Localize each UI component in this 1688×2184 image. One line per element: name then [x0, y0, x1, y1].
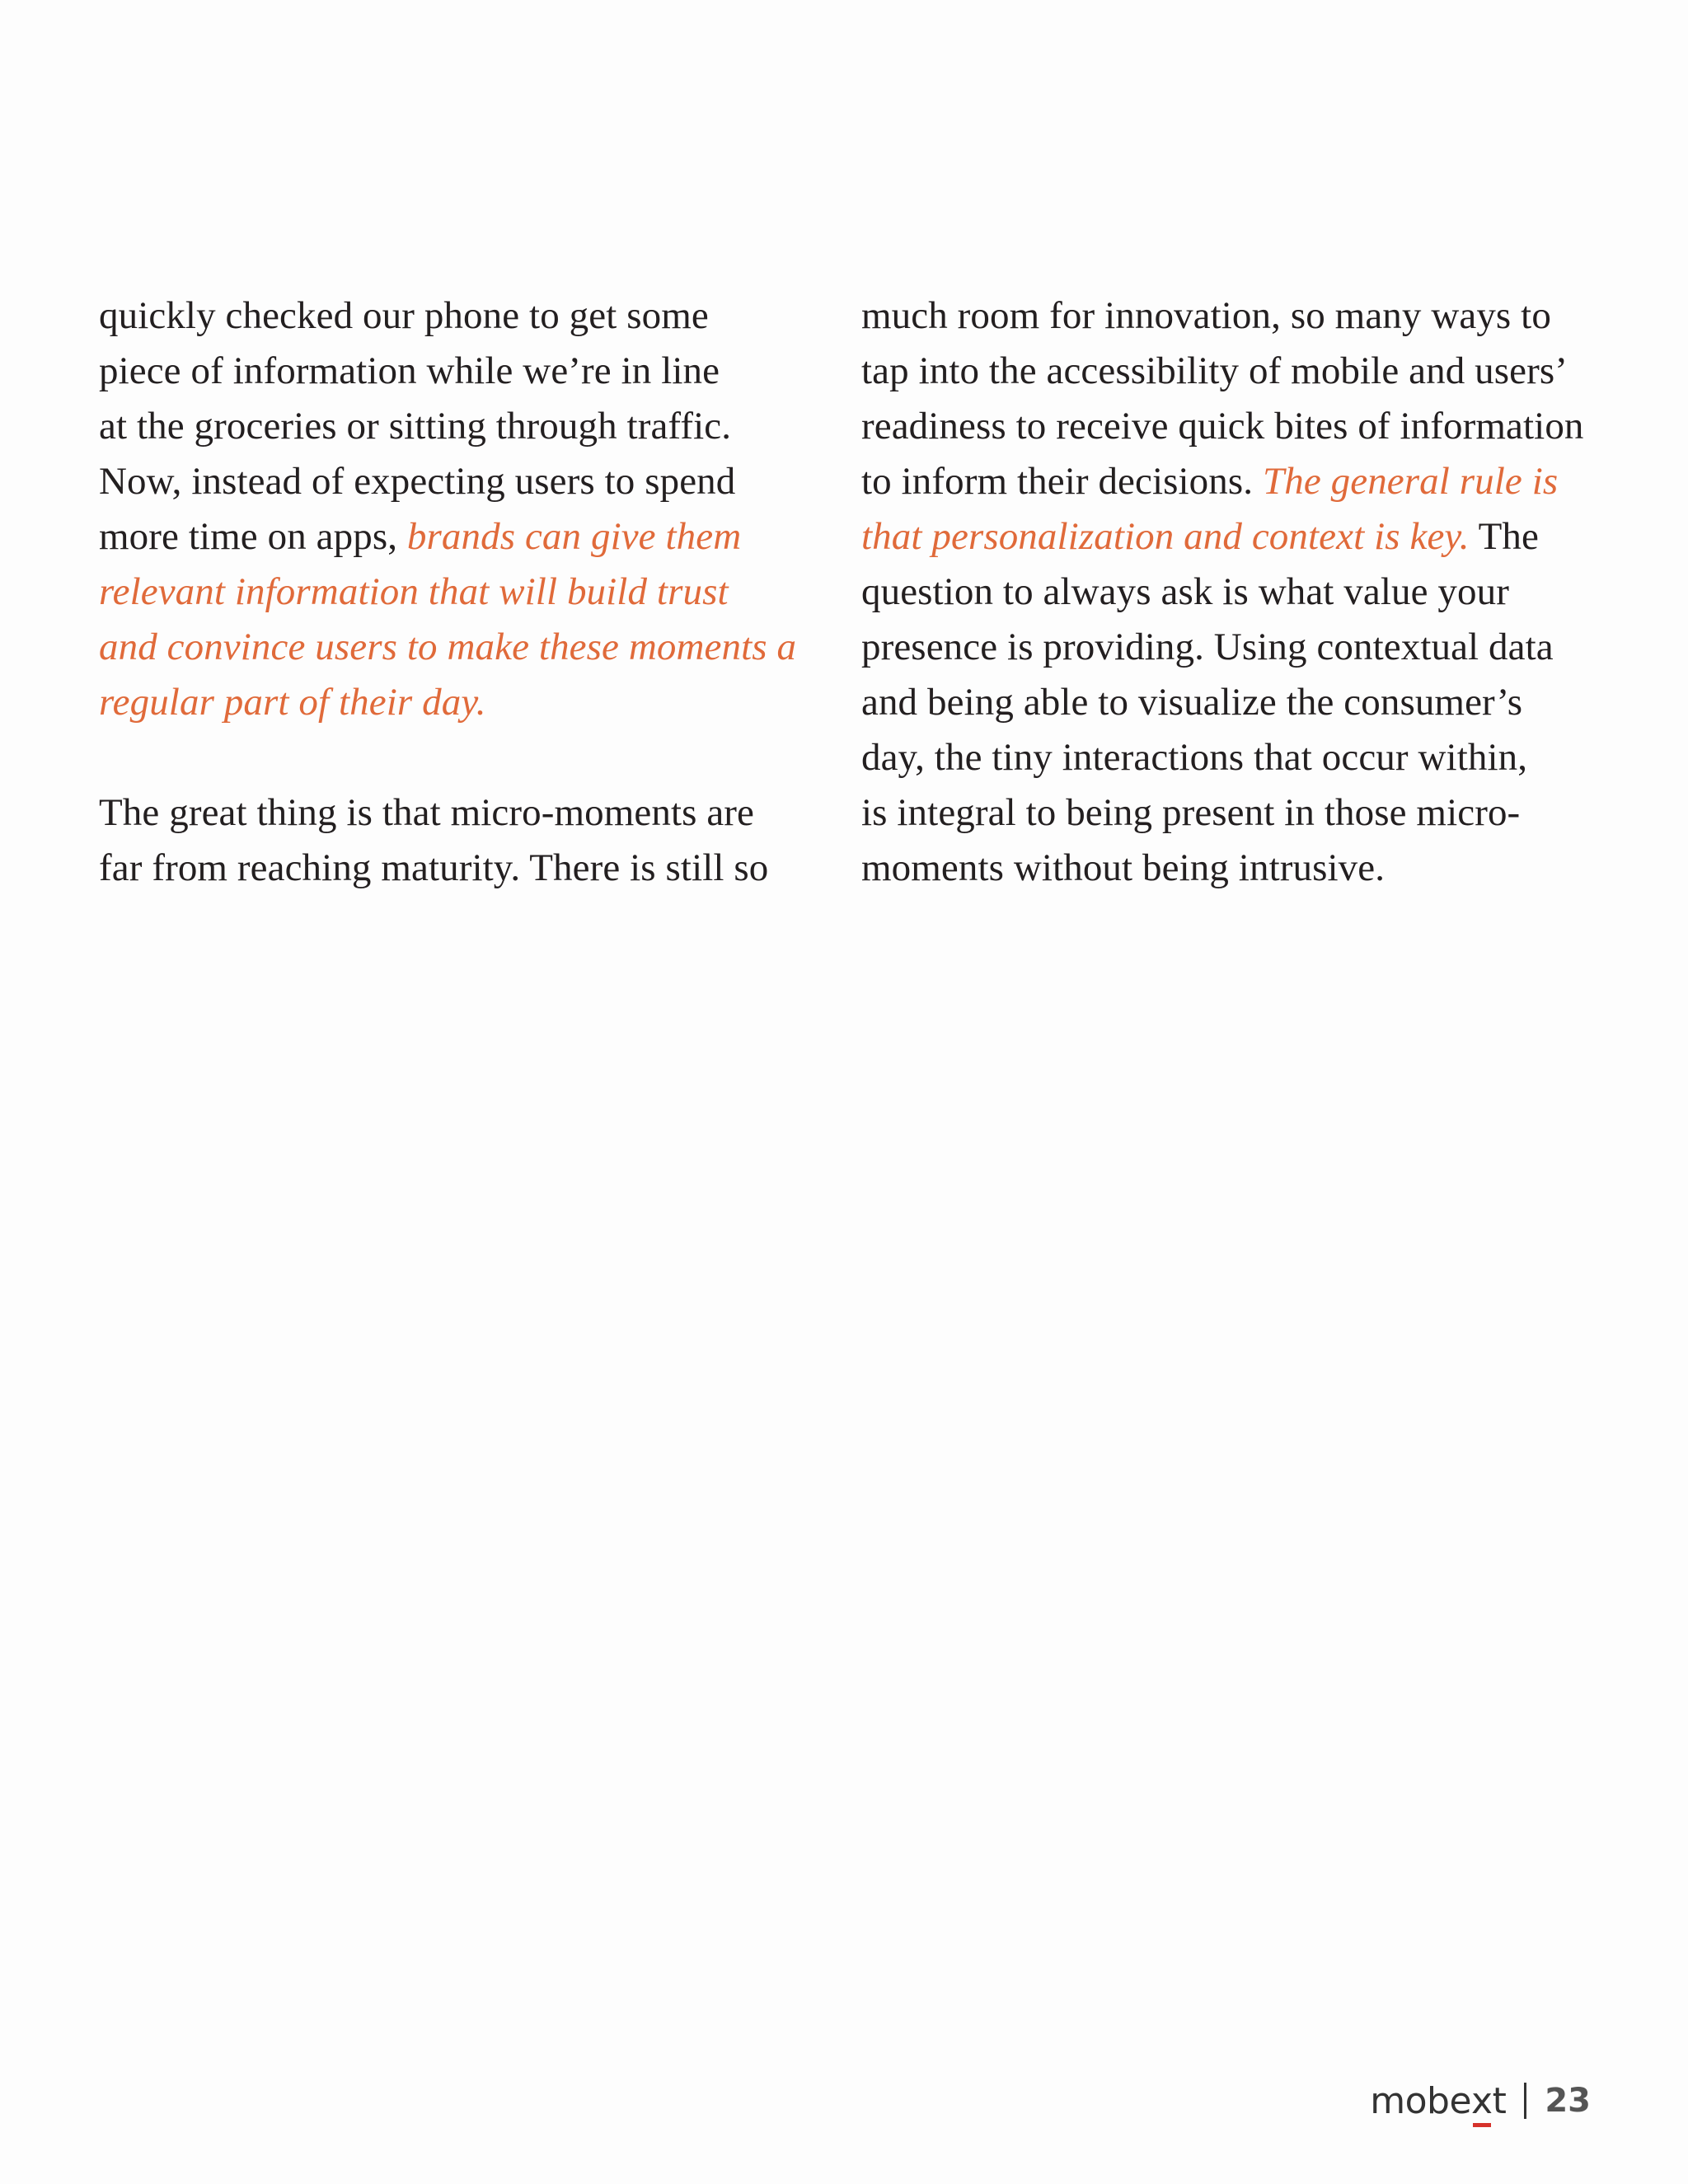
highlighted-quote: regular part of their day. [99, 681, 486, 724]
body-text-line: is integral to being present in those micro- [861, 791, 1521, 834]
highlighted-quote: and convince users to make these moments a [99, 626, 797, 668]
body-text-line: presence is providing. Using contextual data [861, 626, 1554, 668]
body-text-line: far from reaching maturity. There is still so [99, 846, 769, 889]
paragraph-spacer [99, 730, 841, 785]
highlighted-quote: The general rule is [1262, 460, 1559, 503]
body-text-line [861, 509, 1603, 565]
body-text-line: question to always ask is what value your [861, 570, 1509, 613]
body-text-line: at the groceries or sitting through traffic. [99, 405, 732, 448]
body-text-line: day, the tiny interactions that occur within, [861, 736, 1528, 779]
body-text-line: moments without being intrusive. [861, 846, 1386, 889]
body-text-line: The great thing is that micro-moments are [99, 791, 755, 834]
body-text-line: much room for innovation, so many ways to [861, 294, 1551, 337]
left-column [99, 288, 841, 896]
body-text: more time on apps, [99, 515, 407, 558]
page-footer [1370, 2072, 1591, 2130]
highlighted-quote: relevant information that will build trust [99, 570, 729, 613]
body-text-line: readiness to receive quick bites of information [861, 405, 1584, 448]
page-number: 23 [1545, 2082, 1591, 2120]
right-column [861, 288, 1603, 896]
body-text-line: quickly checked our phone to get some [99, 294, 709, 337]
highlighted-quote: brands can give them [406, 515, 742, 558]
body-text-line: and being able to visualize the consumer’s [861, 681, 1523, 724]
brand-logo-text: t [1492, 2079, 1507, 2122]
body-text-line: Now, instead of expecting users to spend [99, 460, 736, 503]
body-text-line [99, 509, 841, 565]
footer-divider [1524, 2083, 1526, 2119]
brand-logo [1370, 2080, 1506, 2122]
brand-logo-text: mobe [1370, 2079, 1472, 2122]
brand-logo-x: x [1471, 2079, 1493, 2122]
body-text: The [1469, 515, 1539, 558]
highlighted-quote: that personalization and context is key. [861, 515, 1470, 558]
body-text-line [861, 454, 1603, 509]
body-text: to inform their decisions. [861, 460, 1263, 503]
body-text-line: tap into the accessibility of mobile and users’ [861, 349, 1568, 392]
body-text-line: piece of information while we’re in line [99, 349, 720, 392]
